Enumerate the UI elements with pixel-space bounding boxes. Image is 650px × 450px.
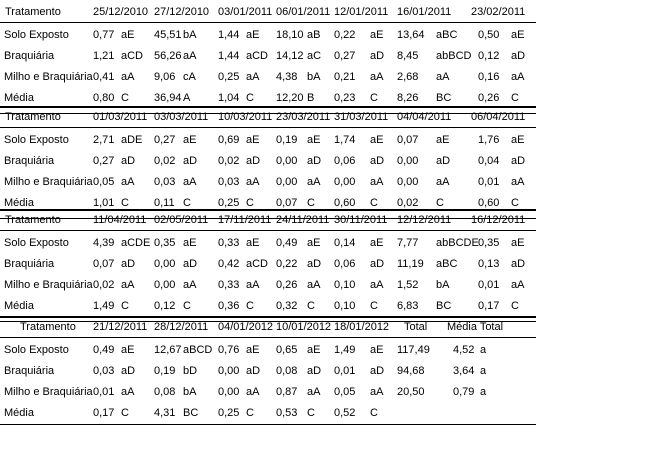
cell-group: aE xyxy=(246,237,260,249)
cell-group: aA xyxy=(307,386,321,398)
cell-value: 0,60 xyxy=(478,197,500,209)
row-label: Braquiária xyxy=(4,258,55,270)
cell-value: 0,65 xyxy=(276,344,298,356)
cell-group: C xyxy=(370,197,378,209)
cell-group: aCDE xyxy=(121,237,151,249)
row-label: Milho e Braquiária xyxy=(4,279,93,291)
cell-group: aD xyxy=(370,365,385,377)
cell-value: 1,52 xyxy=(397,279,419,291)
cell-value: 0,27 xyxy=(334,50,356,62)
table-rule xyxy=(0,209,536,211)
cell-value: 1,44 xyxy=(218,50,240,62)
cell-group: C xyxy=(246,197,254,209)
cell-value: 0,25 xyxy=(218,197,240,209)
cell-group: BC xyxy=(183,407,199,419)
row-label: Média xyxy=(4,92,34,104)
cell-group: aDE xyxy=(121,134,143,146)
cell-value: 12,67 xyxy=(154,344,182,356)
row-label: Braquiária xyxy=(4,50,55,62)
cell-value: 0,01 xyxy=(478,176,500,188)
cell-value: 6,83 xyxy=(397,300,419,312)
row-label: Milho e Braquiária xyxy=(4,176,93,188)
table-rule xyxy=(0,316,536,318)
cell-value: 0,00 xyxy=(218,386,240,398)
cell-value: 0,77 xyxy=(93,29,115,41)
cell-value: 0,12 xyxy=(478,50,500,62)
cell-value: 0,03 xyxy=(154,176,176,188)
cell-value: 0,07 xyxy=(93,258,115,270)
cell-group: aA xyxy=(246,386,260,398)
cell-value: 0,00 xyxy=(154,279,176,291)
cell-group: aD xyxy=(370,50,385,62)
header-date: 25/12/2010 xyxy=(93,6,149,18)
cell-group: aE xyxy=(370,237,384,249)
cell-value: 0,19 xyxy=(276,134,298,146)
cell-value: 0,11 xyxy=(154,197,175,209)
cell-group: aA xyxy=(370,71,384,83)
cell-value: 4,52 xyxy=(453,344,475,356)
cell-value: 0,01 xyxy=(334,365,356,377)
cell-group: aD xyxy=(121,365,136,377)
cell-group: aB xyxy=(307,29,321,41)
cell-group: C xyxy=(246,300,254,312)
cell-value: 4,39 xyxy=(93,237,115,249)
cell-value: 0,52 xyxy=(334,407,356,419)
cell-group: C xyxy=(370,407,378,419)
header-date: 04/01/2012 xyxy=(218,321,274,333)
cell-group: C xyxy=(246,92,254,104)
cell-group: C xyxy=(511,300,519,312)
cell-value: 9,06 xyxy=(154,71,176,83)
header-date: 03/01/2011 xyxy=(218,6,273,18)
cell-value: 0,41 xyxy=(93,71,115,83)
cell-group: C xyxy=(307,300,315,312)
cell-group: aD xyxy=(370,155,385,167)
cell-group: aA xyxy=(246,71,260,83)
cell-group: cA xyxy=(183,71,196,83)
cell-value: 0,07 xyxy=(276,197,298,209)
cell-group: aD xyxy=(370,258,385,270)
cell-group: C xyxy=(183,300,191,312)
cell-value: 1,49 xyxy=(93,300,115,312)
cell-value: 12,20 xyxy=(276,92,304,104)
cell-value: 0,00 xyxy=(276,155,298,167)
cell-value: 0,06 xyxy=(334,155,356,167)
cell-value: 117,49 xyxy=(397,344,430,356)
cell-value: 0,22 xyxy=(276,258,298,270)
cell-value: 0,32 xyxy=(276,300,298,312)
cell-group: aD xyxy=(183,155,198,167)
header-date: 31/03/2011 xyxy=(334,111,389,123)
cell-value: 0,00 xyxy=(218,365,240,377)
cell-group: aA xyxy=(183,50,197,62)
cell-group: BC xyxy=(436,92,452,104)
cell-group: C xyxy=(511,92,519,104)
cell-group: aC xyxy=(307,50,322,62)
cell-group: aA xyxy=(183,176,197,188)
cell-group: C xyxy=(370,92,378,104)
cell-value: 0,33 xyxy=(218,237,240,249)
header-date: 03/03/2011 xyxy=(154,111,209,123)
header-date: Média Total xyxy=(447,321,504,333)
cell-group: abBCD xyxy=(436,50,472,62)
cell-group: aE xyxy=(183,237,197,249)
cell-value: 2,68 xyxy=(397,71,419,83)
header-date: 04/04/2011 xyxy=(397,111,452,123)
cell-value: 0,13 xyxy=(478,258,500,270)
cell-value: 0,80 xyxy=(93,92,115,104)
cell-group: aA xyxy=(436,71,450,83)
header-date: 16/12/2011 xyxy=(471,214,526,226)
header-date: 16/01/2011 xyxy=(397,6,452,18)
cell-group: B xyxy=(307,92,315,104)
cell-value: 0,49 xyxy=(276,237,298,249)
cell-group: aE xyxy=(121,29,135,41)
row-label: Média xyxy=(4,407,34,419)
cell-value: 0,87 xyxy=(276,386,298,398)
header-date: 11/04/2011 xyxy=(93,214,147,226)
cell-group: aCD xyxy=(246,258,269,270)
cell-value: 0,17 xyxy=(478,300,500,312)
cell-group: aA xyxy=(307,176,321,188)
cell-group: a xyxy=(480,344,487,356)
cell-value: 0,35 xyxy=(478,237,500,249)
header-date: 21/12/2011 xyxy=(93,321,148,333)
cell-group: aCD xyxy=(121,50,144,62)
cell-value: 1,44 xyxy=(218,29,240,41)
cell-group: aE xyxy=(183,134,197,146)
row-label: Braquiária xyxy=(4,155,55,167)
cell-group: aA xyxy=(121,279,135,291)
cell-group: BC xyxy=(436,300,452,312)
cell-group: C xyxy=(370,300,378,312)
cell-value: 0,10 xyxy=(334,279,356,291)
cell-group: aA xyxy=(511,71,525,83)
cell-value: 94,68 xyxy=(397,365,425,377)
cell-value: 3,64 xyxy=(453,365,475,377)
cell-group: bA xyxy=(183,386,197,398)
cell-value: 0,50 xyxy=(478,29,500,41)
cell-group: aD xyxy=(511,155,526,167)
cell-value: 0,03 xyxy=(218,176,240,188)
cell-value: 0,21 xyxy=(334,71,356,83)
cell-group: aE xyxy=(121,344,135,356)
cell-value: 0,35 xyxy=(154,237,176,249)
cell-value: 0,33 xyxy=(218,279,240,291)
cell-group: aE xyxy=(246,134,260,146)
cell-group: aA xyxy=(307,279,321,291)
cell-value: 0,27 xyxy=(93,155,115,167)
cell-value: 18,10 xyxy=(276,29,304,41)
cell-group: aD xyxy=(307,258,322,270)
cell-value: 0,02 xyxy=(397,197,419,209)
cell-value: 36,94 xyxy=(154,92,182,104)
cell-value: 0,53 xyxy=(276,407,298,419)
cell-value: 0,00 xyxy=(397,155,419,167)
cell-group: aA xyxy=(121,386,135,398)
cell-value: 0,69 xyxy=(218,134,240,146)
cell-value: 4,31 xyxy=(154,407,176,419)
cell-group: aE xyxy=(436,134,450,146)
cell-value: 0,23 xyxy=(334,92,356,104)
cell-value: 0,42 xyxy=(218,258,240,270)
cell-group: a xyxy=(480,386,487,398)
cell-value: 0,08 xyxy=(154,386,176,398)
header-date: 06/04/2011 xyxy=(471,111,526,123)
cell-value: 1,01 xyxy=(93,197,115,209)
cell-group: aA xyxy=(511,176,525,188)
header-date: 17/11/2011 xyxy=(218,214,272,226)
table-rule xyxy=(0,127,536,128)
cell-value: 20,50 xyxy=(397,386,425,398)
cell-value: 0,49 xyxy=(93,344,115,356)
cell-value: 0,79 xyxy=(453,386,475,398)
cell-group: aE xyxy=(511,134,525,146)
cell-value: 0,05 xyxy=(334,386,356,398)
header-tratamento: Tratamento xyxy=(20,321,76,333)
cell-value: 0,02 xyxy=(218,155,240,167)
cell-group: aE xyxy=(511,237,525,249)
cell-value: 1,76 xyxy=(478,134,500,146)
cell-group: aA xyxy=(370,386,384,398)
cell-value: 0,08 xyxy=(276,365,298,377)
cell-group: A xyxy=(183,92,191,104)
cell-value: 0,16 xyxy=(478,71,500,83)
cell-group: aD xyxy=(246,155,261,167)
table-rule xyxy=(0,22,536,23)
cell-group: C xyxy=(121,197,129,209)
cell-value: 1,74 xyxy=(334,134,356,146)
cell-value: 0,06 xyxy=(334,258,356,270)
cell-group: a xyxy=(480,365,487,377)
row-label: Milho e Braquiária xyxy=(4,386,93,398)
cell-group: C xyxy=(183,197,191,209)
cell-value: 45,51 xyxy=(154,29,182,41)
cell-group: aE xyxy=(246,29,260,41)
cell-group: aA xyxy=(121,71,135,83)
cell-group: aE xyxy=(370,29,384,41)
cell-value: 1,04 xyxy=(218,92,240,104)
cell-group: aE xyxy=(307,237,321,249)
cell-value: 0,25 xyxy=(218,71,240,83)
header-date: 12/12/2011 xyxy=(397,214,452,226)
header-date: 02/05/2011 xyxy=(154,214,209,226)
cell-group: bA xyxy=(436,279,450,291)
cell-group: aBCD xyxy=(183,344,213,356)
cell-value: 0,17 xyxy=(93,407,115,419)
cell-value: 8,45 xyxy=(397,50,419,62)
header-tratamento: Tratamento xyxy=(5,111,61,123)
cell-group: aA xyxy=(370,176,384,188)
cell-group: C xyxy=(511,197,519,209)
cell-value: 0,60 xyxy=(334,197,356,209)
cell-value: 56,26 xyxy=(154,50,182,62)
cell-group: bA xyxy=(307,71,321,83)
cell-value: 0,05 xyxy=(93,176,115,188)
cell-value: 0,01 xyxy=(93,386,115,398)
cell-group: aE xyxy=(370,134,384,146)
cell-value: 8,26 xyxy=(397,92,419,104)
cell-group: aD xyxy=(183,258,198,270)
cell-group: aA xyxy=(246,279,260,291)
cell-value: 0,12 xyxy=(154,300,176,312)
cell-value: 0,04 xyxy=(478,155,500,167)
header-tratamento: Tratamento xyxy=(5,214,61,226)
cell-group: aA xyxy=(121,176,135,188)
cell-group: C xyxy=(121,407,129,419)
cell-group: C xyxy=(121,300,129,312)
table-rule xyxy=(0,106,536,108)
cell-group: aE xyxy=(307,134,321,146)
cell-value: 7,77 xyxy=(397,237,419,249)
cell-value: 0,76 xyxy=(218,344,240,356)
cell-value: 0,14 xyxy=(334,237,356,249)
cell-group: aA xyxy=(246,176,260,188)
header-date: 28/12/2011 xyxy=(154,321,209,333)
cell-group: aD xyxy=(307,365,322,377)
cell-value: 0,27 xyxy=(154,134,176,146)
cell-group: aD xyxy=(511,258,526,270)
cell-value: 0,10 xyxy=(334,300,356,312)
cell-group: aA xyxy=(436,176,450,188)
cell-group: bD xyxy=(183,365,198,377)
cell-group: C xyxy=(121,92,129,104)
cell-value: 0,02 xyxy=(93,279,115,291)
cell-value: 11,19 xyxy=(397,258,424,270)
cell-group: bA xyxy=(183,29,197,41)
cell-value: 2,71 xyxy=(93,134,115,146)
row-label: Braquiária xyxy=(4,365,55,377)
cell-value: 0,26 xyxy=(478,92,500,104)
row-label: Solo Exposto xyxy=(4,344,69,356)
header-date: 01/03/2011 xyxy=(93,111,148,123)
header-date: 10/01/2012 xyxy=(276,321,332,333)
cell-value: 1,49 xyxy=(334,344,356,356)
row-label: Solo Exposto xyxy=(4,237,69,249)
cell-value: 0,01 xyxy=(478,279,500,291)
table-rule xyxy=(0,230,536,231)
header-tratamento: Tratamento xyxy=(5,6,61,18)
cell-value: 13,64 xyxy=(397,29,425,41)
cell-group: aE xyxy=(511,29,525,41)
header-date: 10/03/2011 xyxy=(218,111,273,123)
cell-value: 0,19 xyxy=(154,365,176,377)
cell-group: aBC xyxy=(436,258,458,270)
cell-value: 0,00 xyxy=(154,258,176,270)
cell-group: abBCDE xyxy=(436,237,479,249)
cell-group: aE xyxy=(370,344,384,356)
cell-value: 0,00 xyxy=(334,176,356,188)
table-rule xyxy=(0,337,536,338)
cell-value: 0,00 xyxy=(276,176,298,188)
row-label: Milho e Braquiária xyxy=(4,71,93,83)
cell-value: 0,02 xyxy=(154,155,176,167)
cell-group: aD xyxy=(307,155,322,167)
header-date: 23/03/2011 xyxy=(276,111,331,123)
header-date: Total xyxy=(404,321,428,333)
cell-value: 1,21 xyxy=(93,50,115,62)
cell-group: aA xyxy=(511,279,525,291)
cell-value: 0,26 xyxy=(276,279,298,291)
cell-group: C xyxy=(307,407,315,419)
header-date: 12/01/2011 xyxy=(334,6,389,18)
header-date: 23/02/2011 xyxy=(471,6,526,18)
cell-group: aD xyxy=(121,155,136,167)
cell-value: 14,12 xyxy=(276,50,304,62)
cell-group: C xyxy=(246,407,254,419)
row-label: Solo Exposto xyxy=(4,134,69,146)
cell-group: C xyxy=(436,197,444,209)
table-rule xyxy=(0,424,536,425)
row-label: Média xyxy=(4,197,34,209)
cell-group: aE xyxy=(307,344,321,356)
cell-group: aD xyxy=(511,50,526,62)
cell-group: C xyxy=(307,197,315,209)
header-date: 06/01/2011 xyxy=(276,6,331,18)
cell-group: aA xyxy=(370,279,384,291)
header-date: 24/11/2011 xyxy=(276,214,330,226)
cell-value: 0,25 xyxy=(218,407,240,419)
row-label: Solo Exposto xyxy=(4,29,69,41)
cell-value: 0,00 xyxy=(397,176,419,188)
cell-value: 0,36 xyxy=(218,300,240,312)
header-date: 27/12/2010 xyxy=(154,6,210,18)
header-date: 30/11/2011 xyxy=(334,214,388,226)
cell-group: aD xyxy=(436,155,451,167)
cell-group: aBC xyxy=(436,29,458,41)
cell-value: 0,22 xyxy=(334,29,356,41)
cell-group: aA xyxy=(183,279,197,291)
cell-group: aD xyxy=(121,258,136,270)
cell-group: aD xyxy=(246,365,261,377)
row-label: Média xyxy=(4,300,34,312)
cell-group: aE xyxy=(246,344,260,356)
cell-value: 0,03 xyxy=(93,365,115,377)
cell-value: 0,07 xyxy=(397,134,419,146)
cell-group: aCD xyxy=(246,50,269,62)
cell-value: 4,38 xyxy=(276,71,298,83)
header-date: 18/01/2012 xyxy=(334,321,390,333)
